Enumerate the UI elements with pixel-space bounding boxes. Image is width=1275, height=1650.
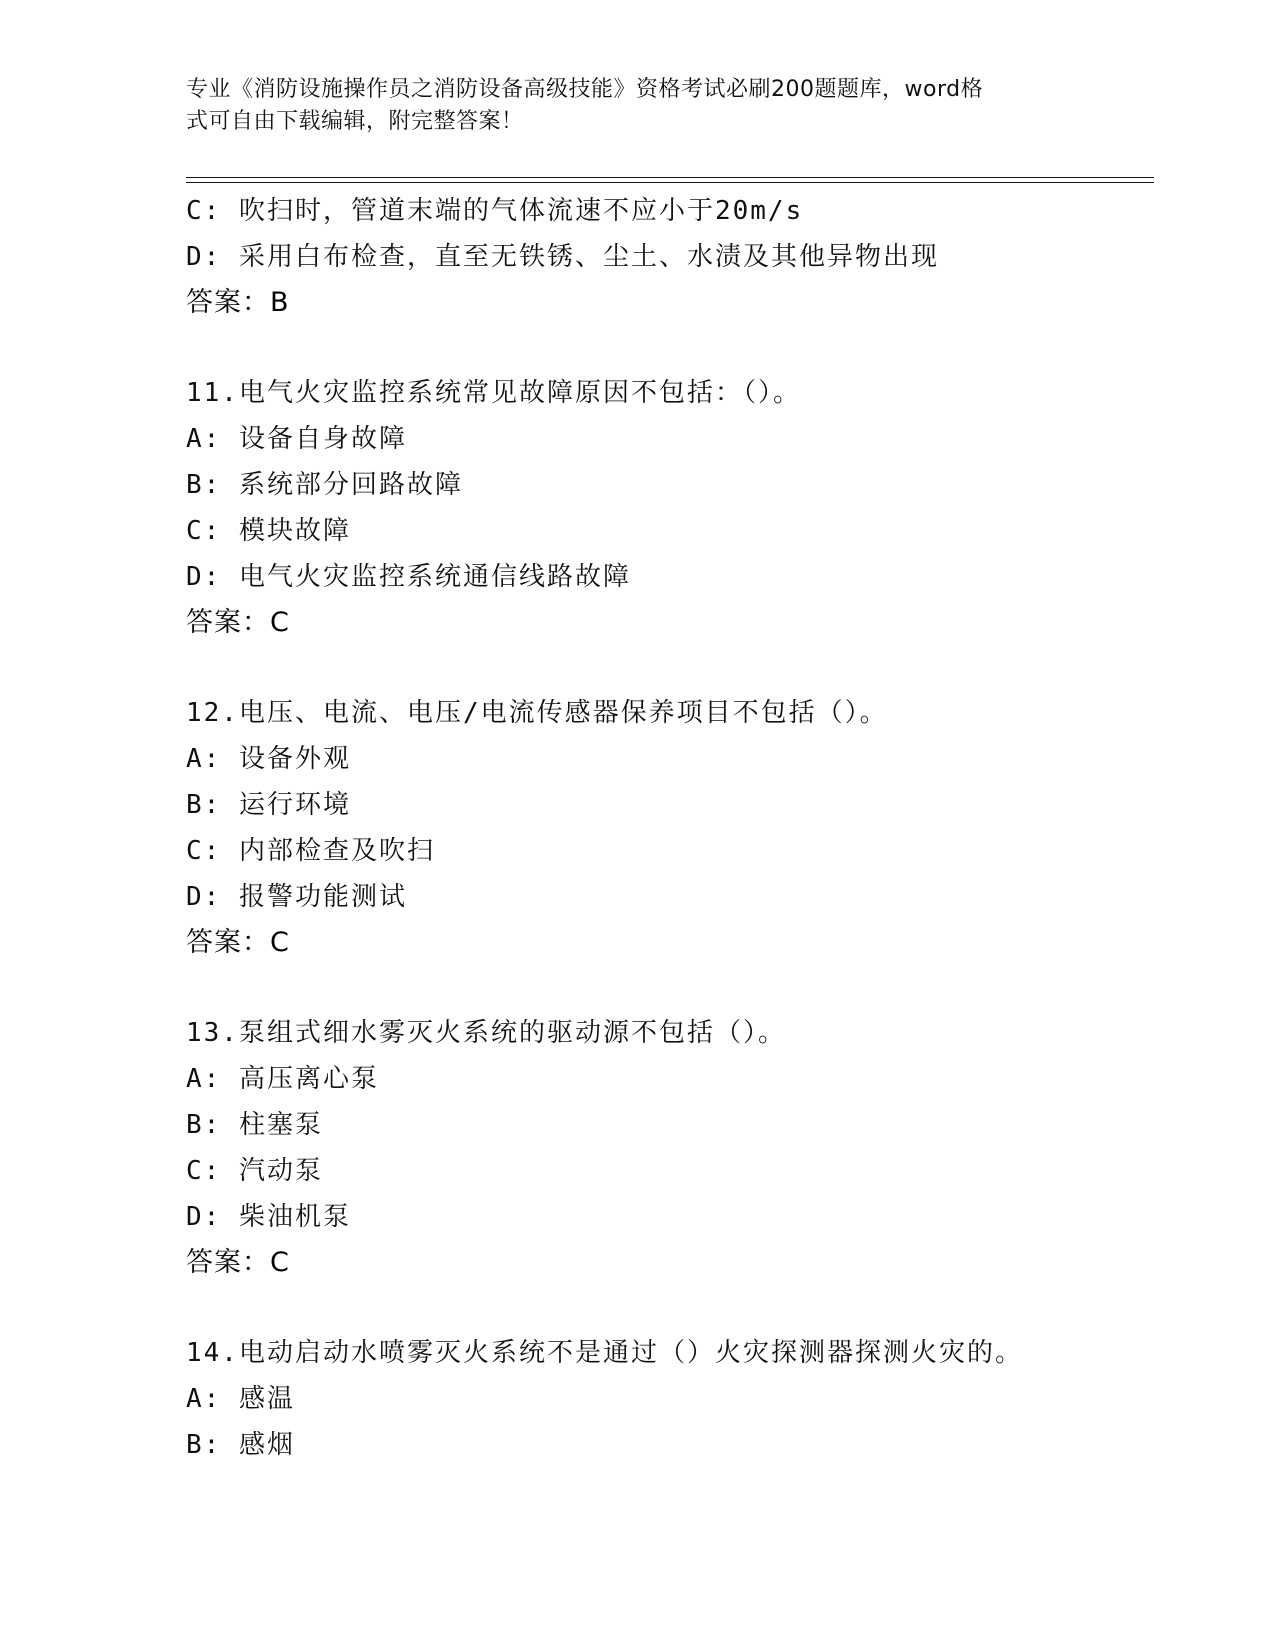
option-d: D: 采用白布检查，直至无铁锈、尘土、水渍及其他异物出现 (186, 242, 939, 272)
spacer (186, 1286, 1154, 1330)
option-c: C: 模块故障 (186, 516, 351, 546)
option-b: B: 系统部分回路故障 (186, 470, 463, 500)
option-a: A: 高压离心泵 (186, 1064, 379, 1094)
option-d: D: 柴油机泵 (186, 1202, 351, 1232)
option-a: A: 感温 (186, 1384, 295, 1414)
option-b: B: 感烟 (186, 1430, 295, 1460)
spacer (186, 646, 1154, 690)
option-a: A: 设备自身故障 (186, 424, 407, 454)
header-divider-top (186, 177, 1154, 178)
header-line-1: 专业《消防设施操作员之消防设备高级技能》资格考试必刷200题题库，word格 (186, 77, 984, 102)
header-divider-bottom (186, 182, 1154, 183)
question-list (186, 188, 1154, 1468)
answer-line: 答案：C (186, 1247, 290, 1278)
document-header (186, 74, 1066, 138)
question-stem: 11.电气火灾监控系统常见故障原因不包括：（）。 (186, 378, 801, 408)
option-a: A: 设备外观 (186, 744, 351, 774)
answer-line: 答案：B (186, 287, 290, 318)
option-c: C: 内部检查及吹扫 (186, 836, 435, 866)
question-13 (186, 1010, 1154, 1286)
option-c: C: 汽动泵 (186, 1156, 323, 1186)
question-stem: 12.电压、电流、电压/电流传感器保养项目不包括（）。 (186, 698, 888, 728)
answer-line: 答案：C (186, 927, 290, 958)
spacer (186, 326, 1154, 370)
option-c: C: 吹扫时，管道末端的气体流速不应小于20m/s (186, 196, 804, 226)
question-stem: 13.泵组式细水雾灭火系统的驱动源不包括（）。 (186, 1018, 786, 1048)
option-b: B: 运行环境 (186, 790, 351, 820)
option-b: B: 柱塞泵 (186, 1110, 323, 1140)
header-line-2: 式可自由下载编辑，附完整答案！ (186, 109, 524, 134)
question-14 (186, 1330, 1154, 1468)
question-12 (186, 690, 1154, 966)
question-stem: 14.电动启动水喷雾灭火系统不是通过（）火灾探测器探测火灾的。 (186, 1338, 1023, 1368)
spacer (186, 966, 1154, 1010)
question-10-continued (186, 188, 1154, 326)
question-11 (186, 370, 1154, 646)
answer-line: 答案：C (186, 607, 290, 638)
option-d: D: 报警功能测试 (186, 882, 407, 912)
option-d: D: 电气火灾监控系统通信线路故障 (186, 562, 631, 592)
